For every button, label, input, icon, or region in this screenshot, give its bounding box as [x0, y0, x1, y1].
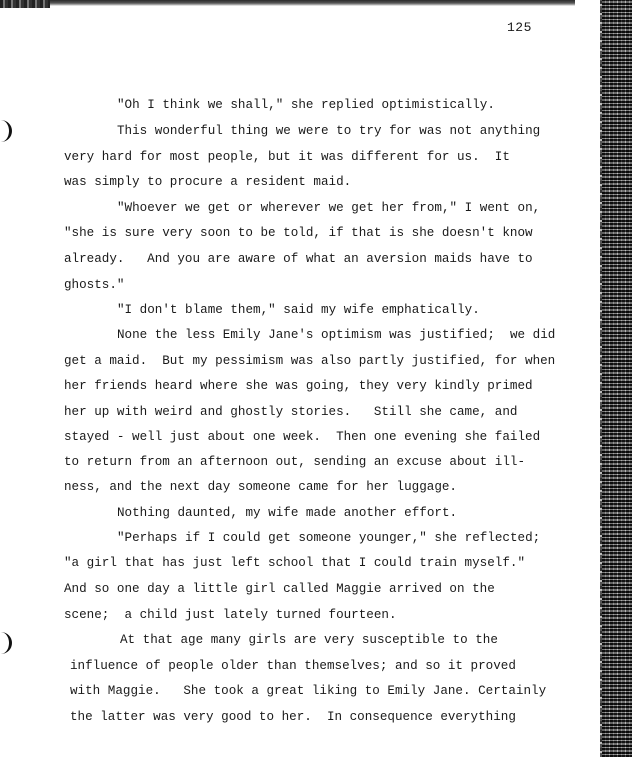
text-line: ness, and the next day someone came for her luggage. — [64, 480, 457, 494]
text-line: None the less Emily Jane's optimism was justified; we did — [117, 328, 556, 342]
scan-top-edge — [0, 0, 575, 6]
text-line: her friends heard where she was going, they very kindly primed — [64, 379, 533, 393]
text-line: "Whoever we get or wherever we get her from," I went on, — [117, 201, 541, 215]
text-line: influence of people older than themselves; and so it proved — [70, 659, 516, 673]
text-line: "Oh I think we shall," she replied optimistically. — [117, 98, 495, 112]
text-line: very hard for most people, but it was different for us. It — [64, 150, 510, 164]
margin-hole-mark — [0, 120, 12, 142]
text-line: This wonderful thing we were to try for was not anything — [117, 124, 541, 138]
margin-hole-mark — [0, 632, 12, 654]
text-line: And so one day a little girl called Maggie arrived on the — [64, 582, 495, 596]
text-line: "Perhaps if I could get someone younger," she reflected; — [117, 531, 541, 545]
text-line: was simply to procure a resident maid. — [64, 175, 352, 189]
text-line: already. And you are aware of what an aversion maids have to — [64, 252, 533, 266]
text-line: "I don't blame them," said my wife emphatically. — [117, 303, 480, 317]
text-line: the latter was very good to her. In consequence everything — [70, 710, 516, 724]
scan-binding-strip — [602, 0, 632, 757]
scan-top-corner-mark — [0, 0, 50, 8]
text-line: to return from an afternoon out, sending an excuse about ill- — [64, 455, 526, 469]
text-line: ghosts." — [64, 278, 125, 292]
text-line: "she is sure very soon to be told, if that is she doesn't know — [64, 226, 533, 240]
text-line: stayed - well just about one week. Then one evening she failed — [64, 430, 541, 444]
text-line: her up with weird and ghostly stories. Still she came, and — [64, 405, 518, 419]
text-line: with Maggie. She took a great liking to Emily Jane. Certainly — [70, 684, 547, 698]
text-line: At that age many girls are very susceptible to the — [120, 633, 498, 647]
text-line: "a girl that has just left school that I could train myself." — [64, 556, 526, 570]
text-line: scene; a child just lately turned fourteen. — [64, 608, 397, 622]
text-line: get a maid. But my pessimism was also partly justified, for when — [64, 354, 556, 368]
page-number: 125 — [507, 20, 532, 35]
text-line: Nothing daunted, my wife made another effort. — [117, 506, 458, 520]
